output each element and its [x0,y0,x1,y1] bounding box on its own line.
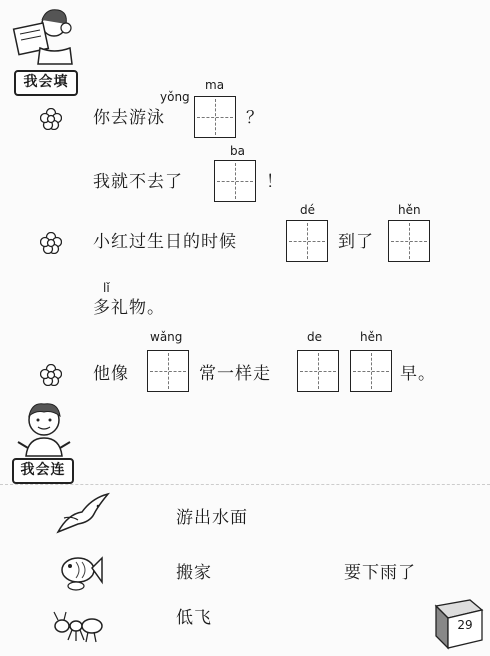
flower-bullet-icon [40,364,62,386]
section-title-connect: 我会连 [12,458,74,484]
q1-text: 你去游泳 [93,108,165,128]
q1b-text: 我就不去了 [93,172,183,192]
q1-end: ？ [246,108,264,128]
q2-answer-box-1[interactable] [286,220,328,262]
flower-bullet-icon [40,232,62,254]
fish-icon [56,552,104,592]
boy-icon [14,400,74,458]
match-left-item-2[interactable]: 搬家 [176,563,212,583]
q3-answer-box-1[interactable] [147,350,189,392]
q1-answer-box[interactable] [194,96,236,138]
match-left-item-3[interactable]: 低飞 [176,608,212,628]
q2-pinyin-de: dé [300,203,315,217]
match-right-item-1[interactable]: 要下雨了 [344,563,416,583]
q1b-answer-box[interactable] [214,160,256,202]
q1b-pinyin-ba: ba [230,144,245,158]
q3-end: 早。 [400,364,436,384]
q1-pinyin-yong: yǒng [160,90,190,104]
q3-text-b: 常一样走 [199,364,271,384]
q2-pinyin-hen: hěn [398,203,421,217]
section-title-fill: 我会填 [14,70,78,96]
q3-pinyin-de: de [307,330,322,344]
q2-text-b: 到了 [338,232,374,252]
q3-pinyin-wang: wǎng [150,330,183,344]
q1-pinyin-ma: ma [205,78,225,92]
q2b-text: 多礼物。 [93,298,165,318]
swallow-icon [54,492,110,536]
match-left-item-1[interactable]: 游出水面 [176,508,248,528]
q2b-pinyin-li: lǐ [103,281,110,295]
q2-answer-box-2[interactable] [388,220,430,262]
q1b-end: ！ [266,172,284,192]
reading-child-icon [10,4,80,66]
q2-text-a: 小红过生日的时候 [93,232,237,252]
q3-answer-box-2[interactable] [297,350,339,392]
q3-pinyin-hen: hěn [360,330,383,344]
q3-answer-box-3[interactable] [350,350,392,392]
divider [0,484,490,485]
q3-text-a: 他像 [93,364,129,384]
ant-icon [50,608,106,644]
page-number: 29 [457,618,473,632]
flower-bullet-icon [40,108,62,130]
